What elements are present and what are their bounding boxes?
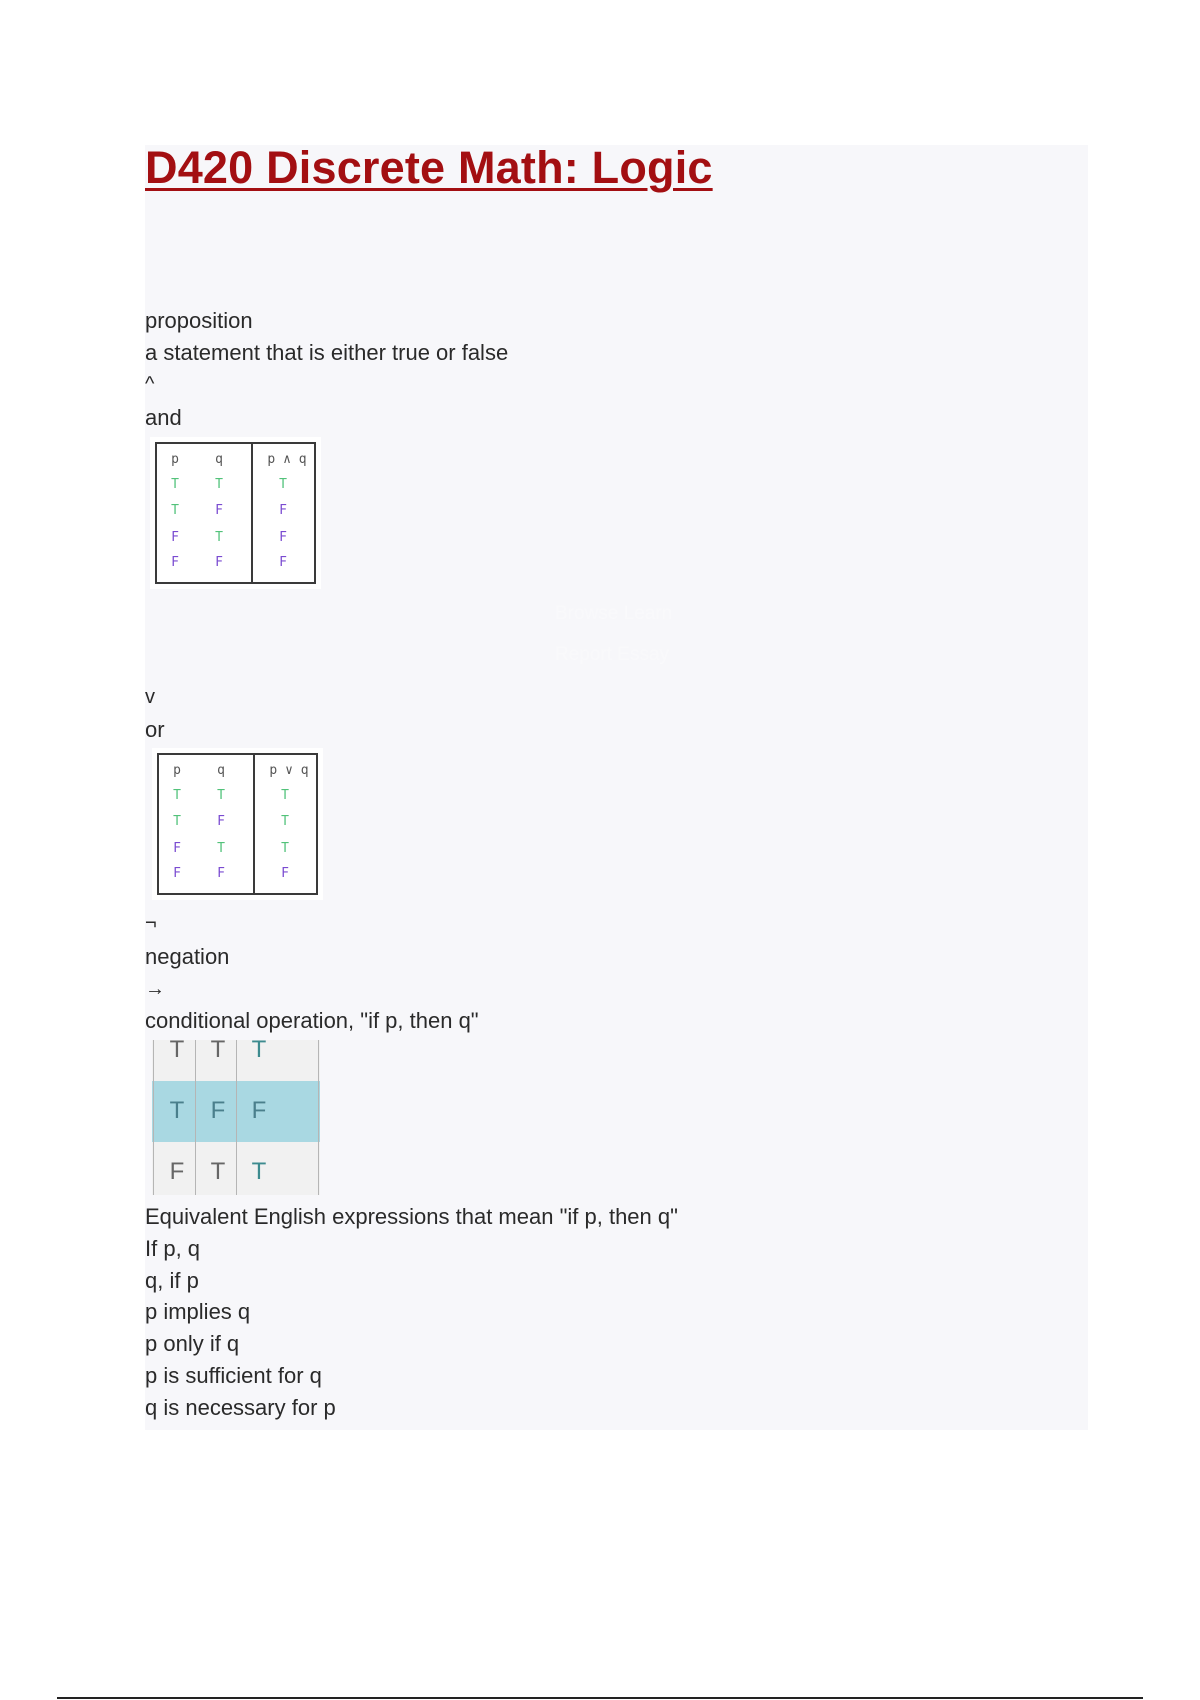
table-cell: T: [279, 477, 287, 492]
equivalent-line: p implies q: [145, 1299, 251, 1324]
footer-rule: [57, 1697, 1143, 1699]
table-gridline: [236, 1040, 237, 1195]
table-cell: F: [173, 841, 181, 856]
term-or-symbol: v: [145, 686, 155, 708]
equivalent-line: q is necessary for p: [145, 1395, 336, 1420]
table-header: p: [171, 452, 179, 467]
table-cell: T: [217, 841, 225, 856]
table-gridline: [318, 1040, 319, 1195]
ghost-overlay-line2: Report Essay: [555, 644, 670, 665]
table-header: p ∧ q: [267, 452, 307, 467]
definition-and: and: [145, 405, 182, 430]
table-gridline: [153, 1040, 154, 1195]
table-cell: F: [169, 1158, 185, 1185]
equivalent-line: p only if q: [145, 1331, 240, 1356]
table-cell: T: [251, 1158, 267, 1185]
term-equivalent-expressions: Equivalent English expressions that mean "if p, then q": [145, 1204, 678, 1229]
table-cell: T: [210, 1036, 226, 1063]
term-and-symbol: ^: [145, 373, 155, 395]
table-cell: F: [281, 866, 289, 881]
table-cell: F: [251, 1097, 267, 1124]
equivalent-line: If p, q: [145, 1236, 201, 1261]
and-truth-table: [150, 437, 321, 589]
table-cell: T: [281, 788, 289, 803]
table-cell: F: [171, 555, 179, 570]
table-cell: F: [279, 555, 287, 570]
or-truth-table: [152, 748, 323, 900]
table-cell: F: [279, 503, 287, 518]
table-cell: F: [215, 555, 223, 570]
table-cell: F: [171, 530, 179, 545]
definition-conditional: conditional operation, "if p, then q": [145, 1008, 479, 1033]
equivalent-line: q, if p: [145, 1268, 199, 1293]
table-cell: T: [215, 477, 223, 492]
definition-proposition: a statement that is either true or false: [145, 340, 509, 365]
table-cell: T: [251, 1036, 267, 1063]
table-divider: [253, 755, 255, 893]
table-cell: T: [173, 788, 181, 803]
table-header: p ∨ q: [269, 763, 309, 778]
table-cell: F: [215, 503, 223, 518]
table-header: p: [173, 763, 181, 778]
table-cell: T: [217, 788, 225, 803]
equivalent-line: p is sufficient for q: [145, 1363, 322, 1388]
table-cell: F: [173, 866, 181, 881]
table-cell: T: [215, 530, 223, 545]
table-cell: T: [173, 814, 181, 829]
table-gridline: [195, 1040, 196, 1195]
ghost-overlay-line1: Browse Learn: [555, 603, 673, 624]
term-proposition: proposition: [145, 308, 253, 333]
table-cell: T: [171, 503, 179, 518]
page-title: D420 Discrete Math: Logic: [145, 142, 713, 193]
table-cell: T: [210, 1158, 226, 1185]
table-header: q: [215, 452, 223, 467]
table-cell: T: [169, 1097, 185, 1124]
definition-negation: negation: [145, 944, 230, 969]
conditional-truth-table: [152, 1036, 320, 1195]
table-header: q: [217, 763, 225, 778]
table-cell: F: [279, 530, 287, 545]
definition-or: or: [145, 717, 165, 742]
table-cell: F: [217, 814, 225, 829]
table-cell: F: [210, 1097, 226, 1124]
table-cell: T: [169, 1036, 185, 1063]
table-cell: T: [171, 477, 179, 492]
table-cell: F: [217, 866, 225, 881]
term-negation-symbol: ¬: [145, 912, 157, 934]
table-cell: T: [281, 841, 289, 856]
term-conditional-symbol: →: [145, 978, 165, 1000]
table-divider: [251, 444, 253, 582]
table-cell: T: [281, 814, 289, 829]
